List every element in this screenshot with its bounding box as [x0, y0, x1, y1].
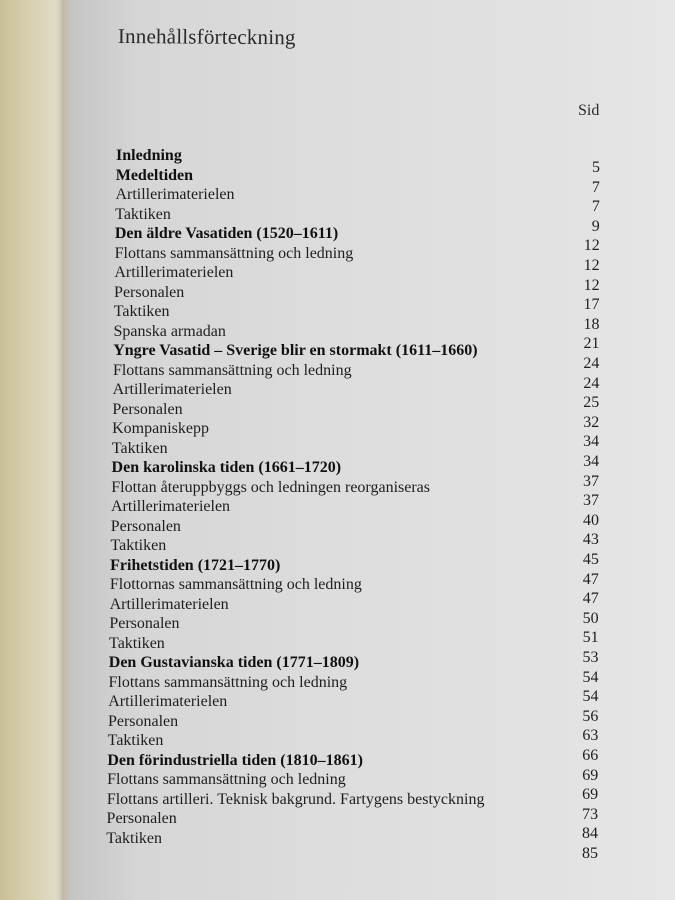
toc-section-entry [108, 712, 178, 732]
toc-chapter-heading [107, 751, 363, 771]
page-title: Innehållsförteckning [117, 24, 296, 50]
toc-entry-label: Taktiken [113, 303, 170, 320]
toc-entry-label: Personalen [106, 810, 177, 827]
toc-entry-label: Inledning [116, 147, 182, 164]
toc-section-entry [113, 380, 232, 400]
toc-entry-label: Den Gustavianska tiden (1771–1809) [108, 654, 360, 671]
toc-entry-label: Flottornas sammansättning och ledning [109, 576, 362, 593]
toc-entry-label: Spanska armadan [113, 322, 226, 340]
toc-page-number: 37 [583, 472, 600, 490]
toc-section-entry [109, 614, 179, 634]
toc-section-entry [112, 419, 209, 439]
toc-entry-label: Taktiken [111, 439, 168, 457]
toc-entry-label: Taktiken [110, 537, 167, 554]
toc-page-number: 45 [582, 551, 599, 568]
toc-page-number: 63 [582, 727, 599, 745]
toc-section-entry [110, 595, 229, 615]
toc-page-number: 34 [583, 433, 600, 451]
toc-chapter-heading [109, 653, 359, 673]
toc-page-number: 47 [582, 570, 599, 588]
toc-page-number: 66 [582, 747, 599, 764]
toc-section-entry [107, 790, 485, 810]
toc-section-entry [109, 634, 165, 654]
toc-page-number: 9 [591, 217, 600, 235]
toc-page-number: 34 [583, 453, 600, 470]
toc-page-number: 25 [583, 394, 600, 412]
toc-entry-label: Den äldre Vasatiden (1520–1611) [114, 225, 339, 242]
toc-section-entry [111, 478, 430, 498]
toc-section-entry [111, 517, 181, 537]
toc-page-number: 69 [582, 766, 599, 784]
toc-section-entry [115, 205, 171, 225]
toc-entry-label: Personalen [109, 615, 180, 632]
toc-page-number: 54 [582, 688, 599, 706]
toc-section-entry [114, 263, 233, 283]
toc-page-number: 12 [583, 257, 600, 274]
toc-page-number: 12 [583, 276, 600, 294]
toc-chapter-heading [113, 341, 477, 361]
toc-chapter-heading [112, 458, 342, 478]
toc-entry-label: Den förindustriella tiden (1810–1861) [107, 751, 363, 769]
toc-section-entry [107, 809, 177, 829]
toc-section-entry [109, 673, 348, 693]
toc-section-entry [108, 692, 227, 712]
toc-entry-label: Den karolinska tiden (1661–1720) [111, 459, 342, 476]
toc-section-entry [115, 185, 234, 205]
toc-section-entry [112, 400, 182, 420]
toc-page-number: 24 [583, 355, 600, 372]
toc-page-number: 69 [582, 786, 599, 804]
toc-page-number: 21 [583, 335, 600, 353]
toc-page-number: 5 [591, 159, 600, 176]
toc-entry-label: Kompaniskepp [112, 420, 209, 437]
toc-entry-label: Artillerimaterielen [112, 381, 232, 398]
toc-page-number: 40 [582, 511, 599, 529]
toc-page-number: 84 [582, 825, 599, 843]
toc-entry-label: Personalen [112, 400, 183, 418]
toc-entry-label: Artillerimaterielen [114, 264, 234, 281]
toc-entry-label: Flottans sammansättning och ledning [107, 771, 346, 788]
toc-page-number: 7 [591, 178, 600, 196]
toc-entry-label: Artillerimaterielen [111, 498, 231, 515]
toc-section-entry [114, 302, 170, 322]
toc-entry-label: Artillerimaterielen [109, 595, 229, 613]
toc-page-number: 7 [591, 198, 600, 216]
toc-entry-label: Medeltiden [115, 166, 194, 184]
toc-page-number: 24 [583, 374, 600, 392]
toc-page-number: 53 [582, 649, 599, 666]
toc-entry-label: Flottans sammansättning och ledning [114, 244, 354, 262]
toc-section-entry [110, 536, 166, 556]
toc-section-entry [111, 497, 230, 517]
toc-entry-label: Taktiken [107, 732, 164, 749]
toc-page-number: 18 [583, 315, 600, 333]
toc-entry-label: Taktiken [106, 829, 163, 847]
toc-page-number: 50 [582, 609, 599, 627]
toc-section-entry [114, 283, 184, 303]
toc-entry-label: Flottans sammansättning och ledning [112, 361, 352, 379]
toc-section-entry [108, 731, 164, 751]
toc-page-number: 12 [583, 237, 600, 255]
toc-section-entry [110, 575, 362, 595]
toc-chapter-heading [115, 224, 338, 244]
toc-entry-label: Flottans sammansättning och ledning [108, 673, 348, 691]
toc-entry-label: Frihetstiden (1721–1770) [110, 556, 281, 574]
toc-chapter-heading [116, 166, 193, 186]
toc-page-number: 43 [582, 531, 599, 549]
toc-entry-label: Flottan återuppbyggs och ledningen reorganiseras [111, 478, 430, 496]
toc-page-number: 47 [582, 590, 599, 608]
toc-section-entry [114, 322, 226, 342]
toc-chapter-heading [110, 556, 280, 576]
toc-section-entry [107, 770, 346, 790]
toc-page-number: 56 [582, 707, 599, 725]
toc-entry-label: Artillerimaterielen [115, 186, 235, 203]
toc-page-number: 54 [582, 668, 599, 686]
toc-entry-label: Flottans artilleri. Teknisk bakgrund. Fartygens bestyckning [106, 790, 485, 808]
toc-entry-label: Personalen [110, 517, 181, 535]
toc-chapter-heading [116, 146, 182, 166]
toc-entry-label: Taktiken [115, 205, 171, 223]
toc-page-number: 37 [583, 492, 599, 510]
toc-section-entry [112, 439, 168, 459]
toc-section-entry [113, 361, 352, 381]
toc-entry-label: Yngre Vasatid – Sverige blir en stormakt (1611–1660) [113, 342, 478, 359]
toc-entry-label: Personalen [114, 283, 185, 301]
toc-page-number: 17 [583, 296, 600, 314]
toc-section-entry [115, 244, 354, 264]
toc-section-entry [106, 829, 162, 849]
toc-entry-label: Artillerimaterielen [108, 693, 228, 710]
toc-page-number: 85 [582, 845, 598, 862]
toc-page-number: 32 [583, 413, 600, 431]
toc-entry-label: Personalen [107, 712, 179, 730]
toc-page-number: 51 [582, 629, 599, 647]
toc-entry-label: Taktiken [109, 634, 165, 652]
page-column-label: Sid [578, 102, 600, 119]
toc-page-number: 73 [582, 805, 599, 823]
